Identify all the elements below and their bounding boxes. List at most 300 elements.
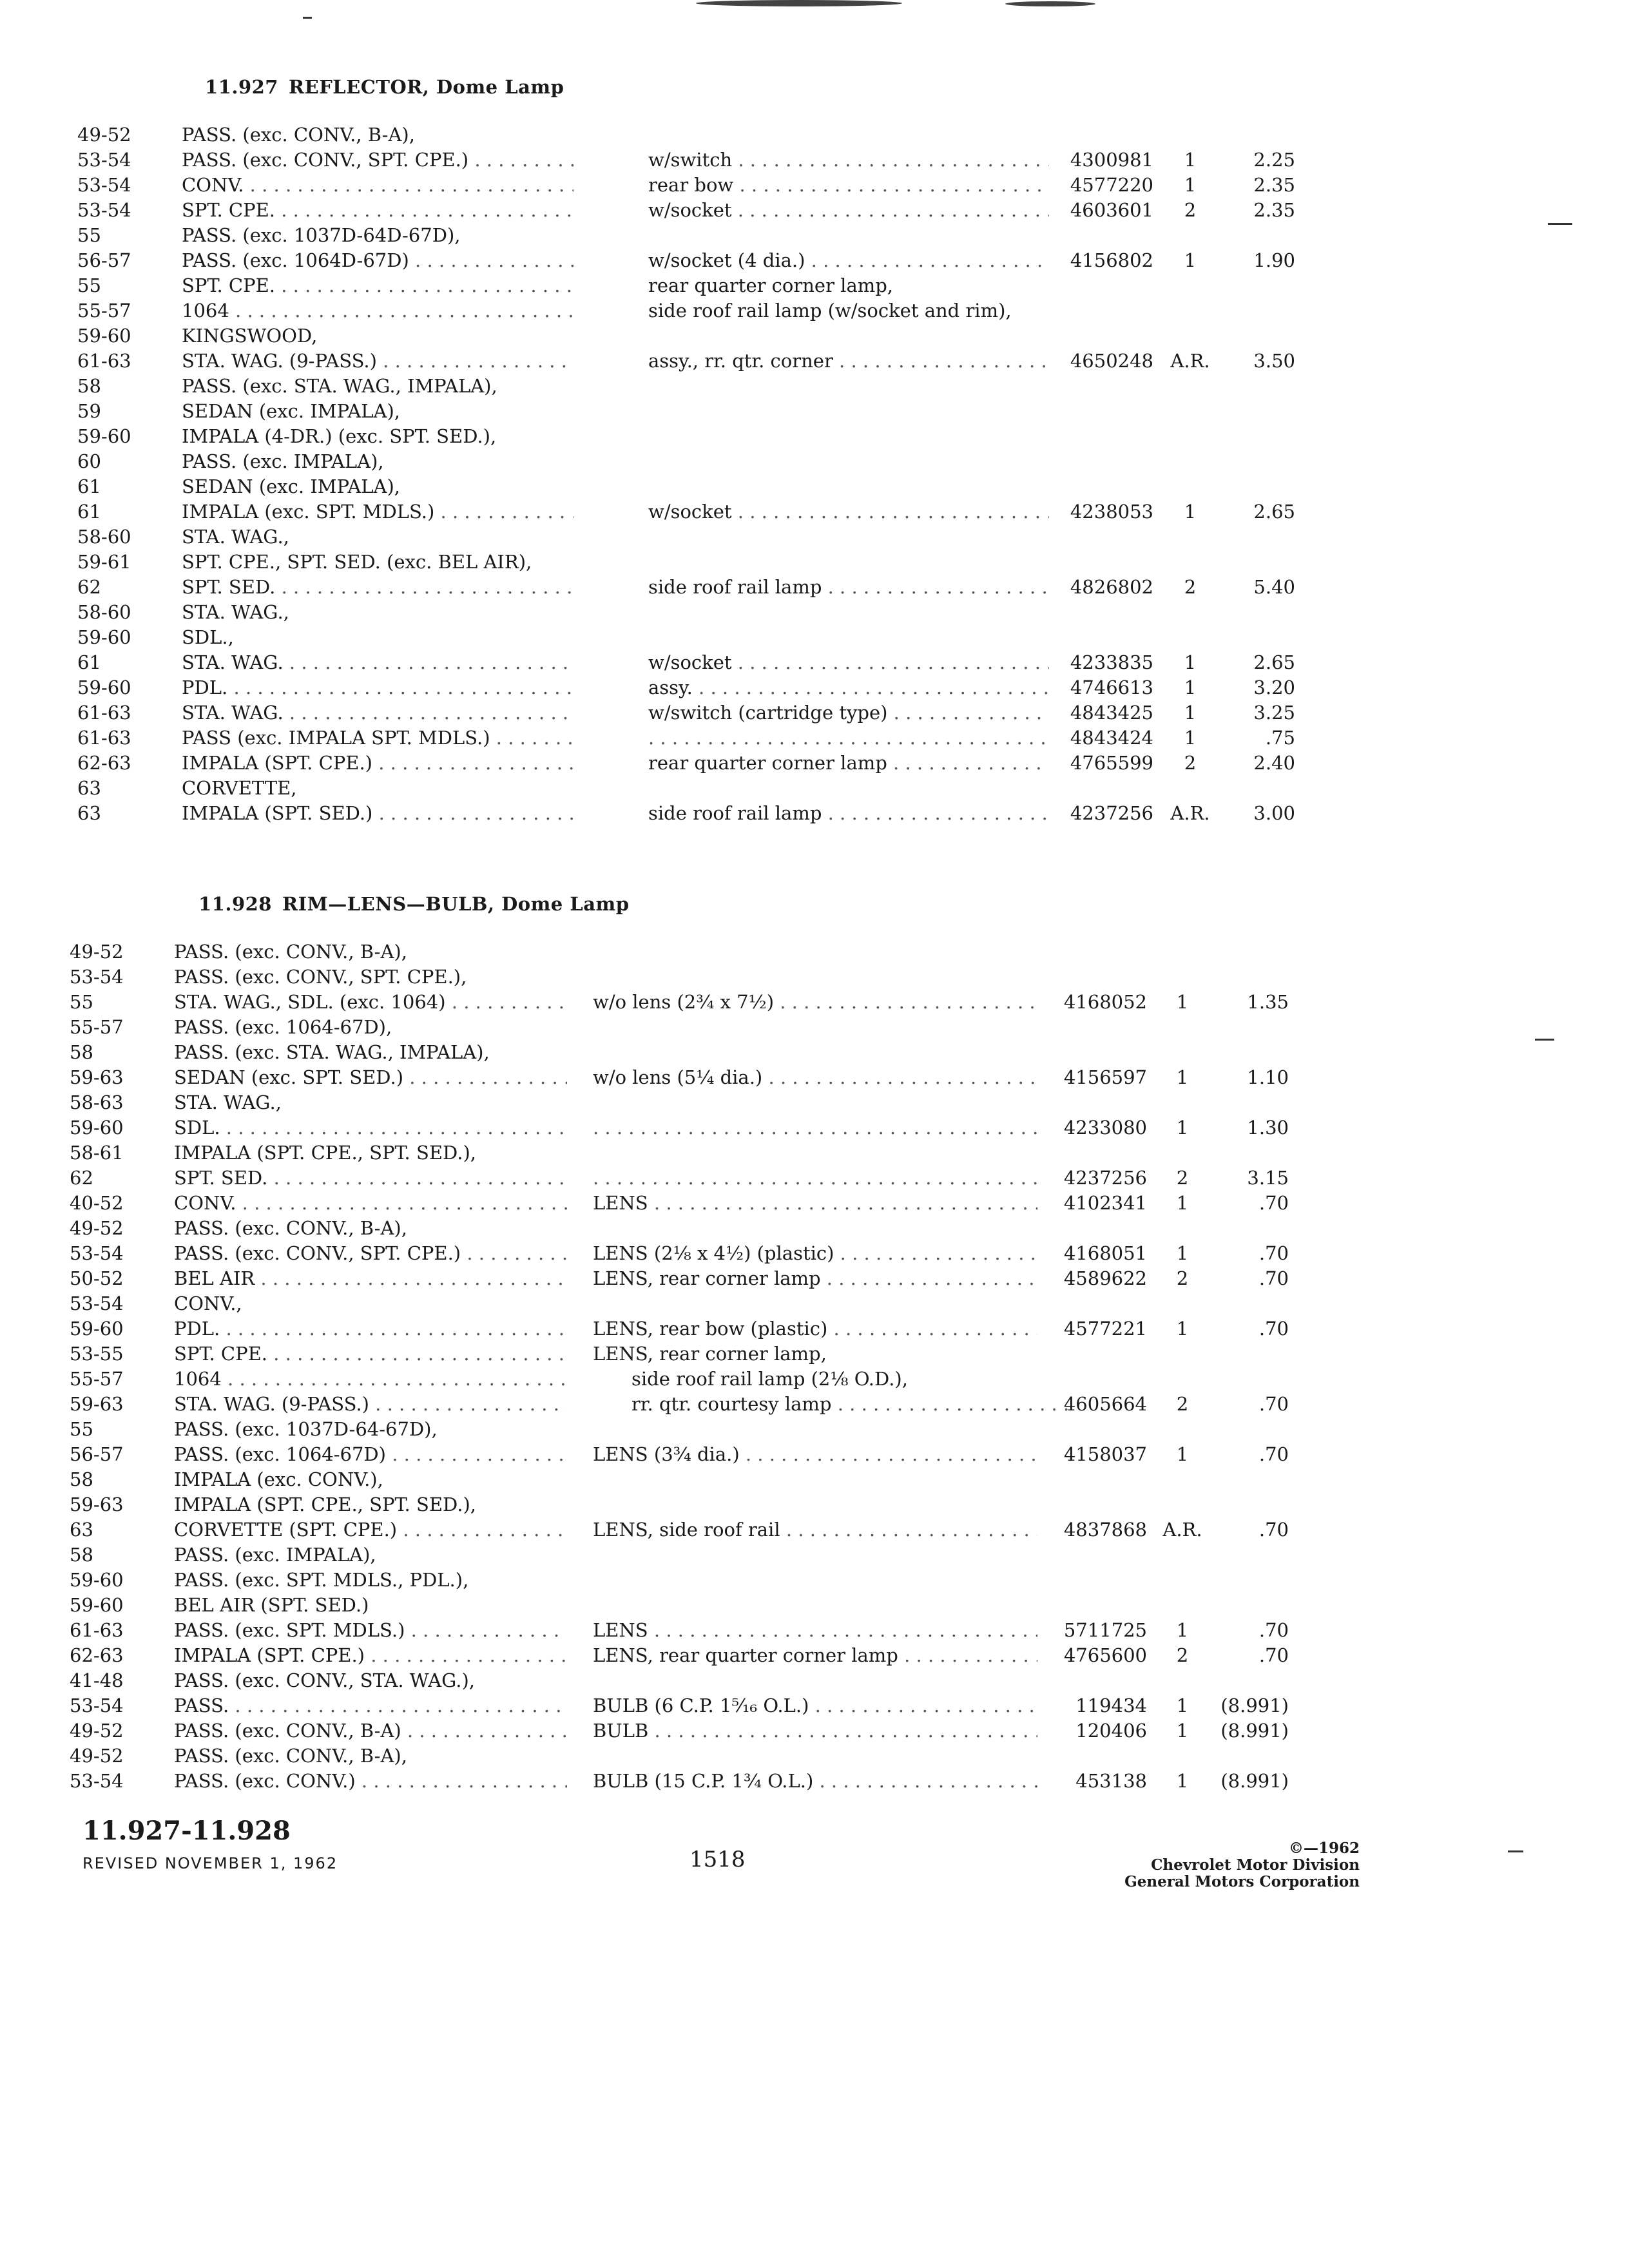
model-cell [174, 965, 567, 990]
scan-mark [1508, 1850, 1523, 1852]
year-cell [70, 1090, 124, 1115]
model-cell-text: PASS. (exc. CONV., B-A), [174, 1745, 407, 1767]
model-cell [182, 323, 574, 349]
year-cell [77, 173, 131, 198]
quantity-cell [1160, 1241, 1205, 1266]
model-cell [182, 424, 574, 449]
model-cell [174, 1769, 567, 1794]
year-cell [70, 1442, 124, 1467]
price-cell [1218, 1517, 1289, 1542]
part-number-cell-text: 4589622 [1063, 1267, 1147, 1289]
description-cell [648, 298, 1049, 323]
quantity-cell [1160, 1266, 1205, 1291]
year-cell-text: 53-54 [70, 966, 124, 988]
table-row [0, 1216, 1629, 1241]
model-cell-text: PASS. (exc. CONV., B-A), [182, 124, 415, 146]
price-cell [1231, 248, 1295, 273]
quantity-cell [1160, 1166, 1205, 1191]
description-cell-text: BULB (6 C.P. 1⁵⁄₁₆ O.L.) [593, 1695, 809, 1716]
quantity-cell [1160, 1392, 1205, 1417]
year-cell-text: 59 [77, 400, 101, 422]
quantity-cell-text: 2 [1176, 1267, 1189, 1289]
table-row [0, 1241, 1629, 1266]
year-cell [70, 1744, 124, 1769]
table-row [0, 1090, 1629, 1115]
description-cell [593, 1442, 1037, 1467]
page-number: 1518 [689, 1847, 746, 1872]
price-cell-text: .70 [1258, 1267, 1289, 1289]
year-cell-text: 61 [77, 651, 101, 673]
model-cell-text: SDL. [174, 1117, 220, 1139]
model-cell [182, 675, 574, 700]
part-number-cell-text: 4837868 [1063, 1519, 1147, 1541]
year-cell-text: 62-63 [70, 1644, 124, 1666]
scan-smudge [1005, 1, 1095, 6]
part-number-cell [1057, 349, 1153, 374]
year-cell [70, 1568, 124, 1593]
year-cell [70, 1417, 93, 1442]
year-cell-text: 53-55 [70, 1343, 124, 1365]
year-cell-text: 53-54 [70, 1695, 124, 1716]
part-number-cell-text: 4233835 [1070, 651, 1153, 673]
description-cell [648, 499, 1049, 524]
price-cell [1218, 1693, 1289, 1718]
quantity-cell-text: 1 [1184, 651, 1197, 673]
year-cell-text: 55 [70, 1418, 93, 1440]
price-cell-text: 1.10 [1247, 1066, 1289, 1088]
year-cell-text: 58-60 [77, 526, 131, 548]
rim-lens-bulb-parts-list [0, 939, 1629, 1794]
year-cell-text: 53-54 [70, 1770, 124, 1792]
model-cell [174, 1467, 567, 1492]
quantity-cell-text: 1 [1176, 1242, 1189, 1264]
quantity-cell-text: 2 [1184, 576, 1197, 598]
year-cell [77, 700, 131, 726]
price-cell [1231, 173, 1295, 198]
quantity-cell [1160, 1316, 1205, 1341]
model-cell [182, 726, 574, 751]
model-cell [174, 1341, 567, 1367]
part-number-cell [1044, 1241, 1147, 1266]
year-cell [77, 726, 131, 751]
quantity-cell [1160, 1693, 1205, 1718]
year-cell-text: 59-63 [70, 1494, 124, 1515]
description-cell-text: rear quarter corner lamp, [648, 274, 894, 296]
model-cell [182, 223, 574, 248]
quantity-cell [1160, 1769, 1205, 1794]
part-number-cell [1057, 700, 1153, 726]
year-cell-text: 58-60 [77, 601, 131, 623]
price-cell [1218, 1115, 1289, 1140]
table-row [0, 700, 1629, 726]
year-cell-text: 58-61 [70, 1142, 124, 1164]
price-cell-text: .70 [1258, 1519, 1289, 1541]
model-cell-text: STA. WAG., SDL. (exc. 1064) [174, 991, 446, 1013]
group-number: 11.927-11.928 [82, 1816, 291, 1846]
scan-smudge [696, 0, 902, 6]
price-cell [1231, 575, 1295, 600]
part-number-cell-text: 4765599 [1070, 752, 1153, 774]
year-cell [70, 1467, 93, 1492]
year-cell [70, 1291, 124, 1316]
year-cell-text: 63 [70, 1519, 93, 1541]
model-cell [174, 1442, 567, 1467]
year-cell [77, 122, 131, 148]
quantity-cell [1160, 1643, 1205, 1668]
model-cell [182, 148, 574, 173]
part-number-cell-text: 4156597 [1063, 1066, 1147, 1088]
year-cell [77, 273, 101, 298]
quantity-cell [1160, 990, 1205, 1015]
year-cell-text: 58 [70, 1544, 93, 1566]
quantity-cell-text: 1 [1176, 1443, 1189, 1465]
part-number-cell [1044, 1065, 1147, 1090]
model-cell [174, 1090, 567, 1115]
quantity-cell [1168, 198, 1213, 223]
year-cell [70, 1517, 93, 1542]
model-cell-text: PASS. (exc. CONV., SPT. CPE.) [182, 149, 469, 171]
quantity-cell-text: 1 [1176, 1770, 1189, 1792]
model-cell [174, 1241, 567, 1266]
year-cell-text: 59-60 [77, 425, 131, 447]
model-cell [182, 801, 574, 826]
year-cell-text: 40-52 [70, 1192, 124, 1214]
model-cell [174, 1417, 567, 1442]
model-cell-text: CORVETTE (SPT. CPE.) [174, 1519, 398, 1541]
year-cell [70, 1115, 124, 1140]
table-row [0, 424, 1629, 449]
quantity-cell [1168, 173, 1213, 198]
model-cell-text: IMPALA (4-DR.) (exc. SPT. SED.), [182, 425, 497, 447]
description-cell [648, 173, 1049, 198]
table-row [0, 248, 1629, 273]
description-cell-text: assy., rr. qtr. corner [648, 350, 833, 372]
price-cell [1218, 1769, 1289, 1794]
quantity-cell [1168, 650, 1213, 675]
corporation-name: General Motors Corporation [1124, 1873, 1360, 1890]
description-cell [593, 1166, 1037, 1191]
year-cell-text: 49-52 [70, 1217, 124, 1239]
part-number-cell [1057, 148, 1153, 173]
table-row [0, 1367, 1629, 1392]
model-cell-text: PASS. (exc. CONV., B-A), [174, 1217, 407, 1239]
quantity-cell-text: 2 [1176, 1644, 1189, 1666]
table-row [0, 349, 1629, 374]
year-cell-text: 55-57 [70, 1016, 124, 1038]
price-cell [1218, 1643, 1289, 1668]
table-row [0, 1316, 1629, 1341]
description-cell-text: LENS, side roof rail [593, 1519, 780, 1541]
price-cell [1218, 1718, 1289, 1744]
description-cell [593, 1341, 1037, 1367]
table-row [0, 675, 1629, 700]
model-cell [174, 1065, 567, 1090]
price-cell-text: 2.35 [1253, 199, 1295, 221]
year-cell-text: 55-57 [70, 1368, 124, 1390]
model-cell [182, 198, 574, 223]
model-cell-text: 1064 [174, 1368, 222, 1390]
year-cell-text: 63 [77, 777, 101, 799]
price-cell-text: .70 [1258, 1318, 1289, 1340]
part-number-cell-text: 4843424 [1070, 727, 1153, 749]
table-row [0, 1744, 1629, 1769]
quantity-cell [1160, 1718, 1205, 1744]
price-cell-text: (8.991) [1220, 1770, 1289, 1792]
part-number-cell [1044, 1618, 1147, 1643]
model-cell [182, 650, 574, 675]
year-cell-text: 59-60 [70, 1318, 124, 1340]
year-cell [70, 1166, 93, 1191]
description-cell [593, 1065, 1037, 1090]
description-cell-text: BULB (15 C.P. 1¾ O.L.) [593, 1770, 814, 1792]
year-cell-text: 61 [77, 501, 101, 523]
table-row [0, 273, 1629, 298]
year-cell [70, 1040, 93, 1065]
year-cell [70, 1065, 124, 1090]
quantity-cell [1168, 575, 1213, 600]
year-cell [77, 675, 131, 700]
year-cell-text: 60 [77, 450, 101, 472]
quantity-cell-text: 1 [1184, 149, 1197, 171]
part-number-cell [1057, 650, 1153, 675]
part-number-cell-text: 4843425 [1070, 702, 1153, 724]
quantity-cell-text: 1 [1176, 1117, 1189, 1139]
model-cell-text: SPT. SED. [174, 1167, 268, 1189]
model-cell [174, 1492, 567, 1517]
description-cell [593, 1618, 1037, 1643]
quantity-cell-text: 1 [1176, 1318, 1189, 1340]
table-row [0, 1769, 1629, 1794]
price-cell [1218, 1266, 1289, 1291]
model-cell-text: STA. WAG. [182, 702, 284, 724]
year-cell-text: 58 [77, 375, 101, 397]
price-cell [1231, 675, 1295, 700]
price-cell-text: .70 [1258, 1242, 1289, 1264]
model-cell-text: PASS. (exc. CONV., STA. WAG.), [174, 1669, 475, 1691]
table-row [0, 148, 1629, 173]
part-number-cell [1044, 1191, 1147, 1216]
model-cell-text: PASS. (exc. IMPALA), [174, 1544, 376, 1566]
price-cell [1231, 700, 1295, 726]
year-cell-text: 58 [70, 1468, 93, 1490]
description-cell-text: side roof rail lamp [648, 576, 822, 598]
description-cell-text: rear bow [648, 174, 734, 196]
description-cell-text: LENS, rear corner lamp [593, 1267, 821, 1289]
description-cell [648, 349, 1049, 374]
reflector-parts-list [0, 122, 1629, 826]
year-cell [77, 524, 131, 550]
year-cell [70, 1241, 124, 1266]
table-row [0, 223, 1629, 248]
year-cell-text: 56-57 [77, 249, 131, 271]
year-cell-text: 58 [70, 1041, 93, 1063]
year-cell [70, 1693, 124, 1718]
table-row [0, 173, 1629, 198]
model-cell-text: PASS. (exc. SPT. MDLS.) [174, 1619, 405, 1641]
quantity-cell [1168, 499, 1213, 524]
description-cell [593, 1718, 1037, 1744]
quantity-cell [1168, 700, 1213, 726]
model-cell-text: PASS. (exc. 1064D-67D) [182, 249, 409, 271]
table-row [0, 399, 1629, 424]
description-cell-text: rear quarter corner lamp [648, 752, 887, 774]
year-cell [70, 990, 93, 1015]
year-cell [70, 1618, 124, 1643]
model-cell-text: CONV., [174, 1293, 242, 1314]
table-row [0, 1618, 1629, 1643]
description-cell-text: w/socket [648, 501, 732, 523]
part-number-cell [1044, 990, 1147, 1015]
part-number-cell [1057, 173, 1153, 198]
description-cell [593, 1367, 1076, 1392]
price-cell-text: 2.40 [1253, 752, 1295, 774]
year-cell-text: 55 [77, 274, 101, 296]
table-row [0, 474, 1629, 499]
year-cell [70, 1316, 124, 1341]
year-cell-text: 61-63 [77, 702, 131, 724]
quantity-cell-text: A.R. [1170, 350, 1210, 372]
year-cell-text: 49-52 [70, 941, 124, 963]
description-cell-text: LENS, rear corner lamp, [593, 1343, 827, 1365]
part-number-cell-text: 4158037 [1063, 1443, 1147, 1465]
model-cell-text: SPT. CPE. [182, 274, 275, 296]
scan-mark [303, 17, 312, 19]
model-cell-text: PASS. (exc. CONV., B-A), [174, 941, 407, 963]
model-cell [182, 625, 574, 650]
table-row [0, 939, 1629, 965]
year-cell [77, 751, 131, 776]
year-cell [70, 1542, 93, 1568]
part-number-cell [1044, 1693, 1147, 1718]
quantity-cell-text: A.R. [1170, 802, 1210, 824]
model-cell-text: CONV. [182, 174, 244, 196]
model-cell [174, 1693, 567, 1718]
quantity-cell-text: 1 [1184, 677, 1197, 698]
price-cell [1218, 1191, 1289, 1216]
part-number-cell-text: 4765600 [1063, 1644, 1147, 1666]
quantity-cell [1168, 726, 1213, 751]
quantity-cell-text: 2 [1184, 752, 1197, 774]
section-title-rim-lens-bulb [198, 893, 629, 915]
model-cell-text: PASS. (exc. SPT. MDLS., PDL.), [174, 1569, 469, 1591]
year-cell-text: 50-52 [70, 1267, 124, 1289]
description-cell-text: LENS, rear quarter corner lamp [593, 1644, 898, 1666]
description-cell-text: LENS [593, 1192, 648, 1214]
description-cell [648, 675, 1049, 700]
table-row [0, 726, 1629, 751]
model-cell [174, 1015, 567, 1040]
model-cell [174, 1115, 567, 1140]
year-cell [77, 399, 101, 424]
part-number-cell [1044, 1266, 1147, 1291]
year-cell [77, 148, 131, 173]
model-cell-text: STA. WAG., [182, 526, 289, 548]
model-cell-text: PASS. (exc. CONV., B-A) [174, 1720, 401, 1742]
model-cell [174, 1568, 567, 1593]
part-number-cell-text: 5711725 [1063, 1619, 1147, 1641]
year-cell-text: 59-60 [70, 1117, 124, 1139]
part-number-cell-text: 4237256 [1070, 802, 1153, 824]
table-row [0, 1517, 1629, 1542]
model-cell [174, 1517, 567, 1542]
year-cell [70, 1492, 124, 1517]
model-cell [182, 173, 574, 198]
quantity-cell-text: 1 [1176, 1066, 1189, 1088]
table-row [0, 122, 1629, 148]
model-cell [174, 1140, 567, 1166]
year-cell [77, 374, 101, 399]
table-row [0, 650, 1629, 675]
year-cell-text: 59-63 [70, 1066, 124, 1088]
year-cell-text: 53-54 [70, 1242, 124, 1264]
description-cell-text: side roof rail lamp [648, 802, 822, 824]
model-cell-text: PASS. (exc. CONV., SPT. CPE.) [174, 1242, 461, 1264]
model-cell-text: PASS. (exc. IMPALA), [182, 450, 384, 472]
year-cell [70, 1593, 124, 1618]
model-cell [174, 1593, 567, 1618]
part-number-cell [1044, 1316, 1147, 1341]
quantity-cell [1160, 1115, 1205, 1140]
copyright-year: ©—1962 [1288, 1840, 1360, 1857]
model-cell-text: IMPALA (exc. CONV.), [174, 1468, 383, 1490]
description-cell-text: w/socket [648, 199, 732, 221]
description-cell [648, 751, 1049, 776]
quantity-cell-text: 1 [1176, 991, 1189, 1013]
table-row [0, 449, 1629, 474]
model-cell [182, 449, 574, 474]
model-cell-text: STA. WAG. (9-PASS.) [174, 1393, 369, 1415]
model-cell [174, 1216, 567, 1241]
year-cell-text: 49-52 [70, 1720, 124, 1742]
price-cell [1218, 1392, 1289, 1417]
revision-date: REVISED NOVEMBER 1, 1962 [82, 1854, 338, 1872]
part-number-cell-text: 4577221 [1063, 1318, 1147, 1340]
price-cell-text: 2.25 [1253, 149, 1295, 171]
copyright-block [973, 1840, 1360, 1890]
part-number-cell-text: 120406 [1075, 1720, 1147, 1742]
table-row [0, 1392, 1629, 1417]
table-row [0, 1492, 1629, 1517]
part-number-cell [1057, 675, 1153, 700]
table-row [0, 298, 1629, 323]
quantity-cell [1168, 675, 1213, 700]
year-cell-text: 61-63 [70, 1619, 124, 1641]
part-number-cell [1044, 1718, 1147, 1744]
table-row [0, 965, 1629, 990]
model-cell-text: PDL. [174, 1318, 220, 1340]
description-cell-text: LENS (3¾ dia.) [593, 1443, 740, 1465]
year-cell-text: 55 [70, 991, 93, 1013]
model-cell-text: IMPALA (SPT. CPE.) [182, 752, 372, 774]
part-number-cell-text: 453138 [1075, 1770, 1147, 1792]
description-cell [593, 1266, 1037, 1291]
part-number-cell [1044, 1115, 1147, 1140]
model-cell [182, 248, 574, 273]
quantity-cell-text: 1 [1184, 727, 1197, 749]
year-cell [70, 1266, 124, 1291]
year-cell [77, 499, 101, 524]
description-cell [648, 575, 1049, 600]
quantity-cell [1160, 1442, 1205, 1467]
description-cell-text: rr. qtr. courtesy lamp [631, 1393, 832, 1415]
quantity-cell [1168, 349, 1213, 374]
table-row [0, 776, 1629, 801]
table-row [0, 1140, 1629, 1166]
year-cell-text: 55 [77, 224, 101, 246]
description-cell-text: LENS (2⅛ x 4½) (plastic) [593, 1242, 834, 1264]
description-cell-text: w/socket [648, 651, 732, 673]
model-cell-text: IMPALA (SPT. CPE., SPT. SED.), [174, 1494, 476, 1515]
